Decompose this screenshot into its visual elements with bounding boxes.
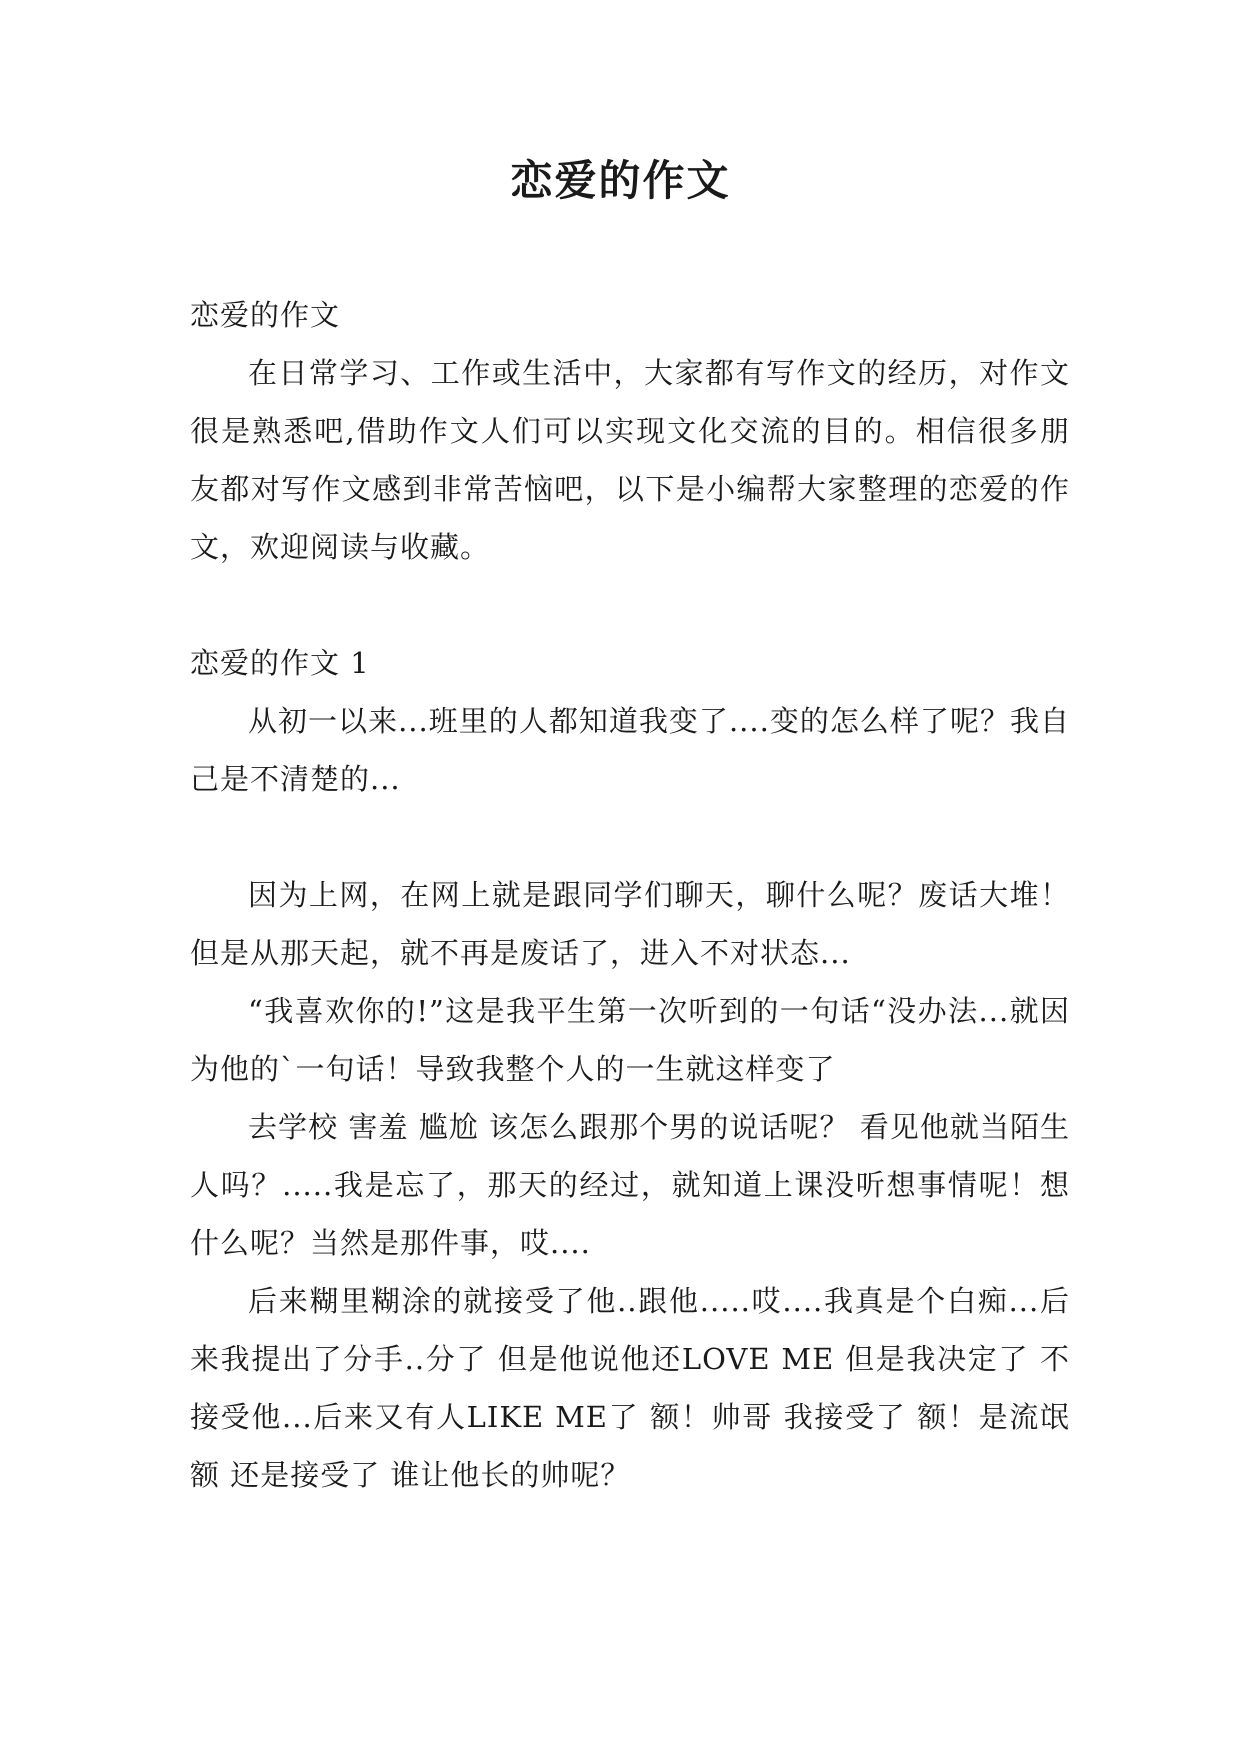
section-heading: 恋爱的作文 [190,298,341,332]
essay-paragraph: 从初一以来...班里的人都知道我变了....变的怎么样了呢？我自己是不清楚的... [190,704,1070,796]
essay-paragraph: “我喜欢你的!”这是我平生第一次听到的一句话“没办法...就因为他的`一句话！导致我整个人的一生就这样变了 [190,994,1070,1086]
document-body [190,286,1070,1504]
essay-paragraph: 后来糊里糊涂的就接受了他..跟他.....哎....我真是个白痴...后来我提出了分手..分了 但是他说他还LOVE ME 但是我决定了 不接受他...后来又有人LIKE ME了 额！帅哥 我接受了 额！是流氓额 还是接受了 谁让他长的帅呢？ [190,1284,1070,1492]
paragraph-spacer [190,808,1070,866]
essay-paragraph: 因为上网，在网上就是跟同学们聊天，聊什么呢？废话大堆！但是从那天起，就不再是废话了，进入不对状态... [190,878,1070,970]
intro-paragraph: 在日常学习、工作或生活中，大家都有写作文的经历，对作文很是熟悉吧,借助作文人们可以实现文化交流的目的。相信很多朋友都对写作文感到非常苦恼吧，以下是小编帮大家整理的恋爱的作文，欢迎阅读与收藏。 [190,356,1070,564]
essay-paragraph: 去学校 害羞 尴尬 该怎么跟那个男的说话呢？ 看见他就当陌生人吗？.....我是忘了，那天的经过，就知道上课没听想事情呢！想什么呢？当然是那件事，哎.... [190,1110,1070,1260]
document-title: 恋爱的作文 [510,156,731,205]
paragraph-spacer [190,576,1070,634]
essay-heading: 恋爱的作文 1 [190,646,370,680]
